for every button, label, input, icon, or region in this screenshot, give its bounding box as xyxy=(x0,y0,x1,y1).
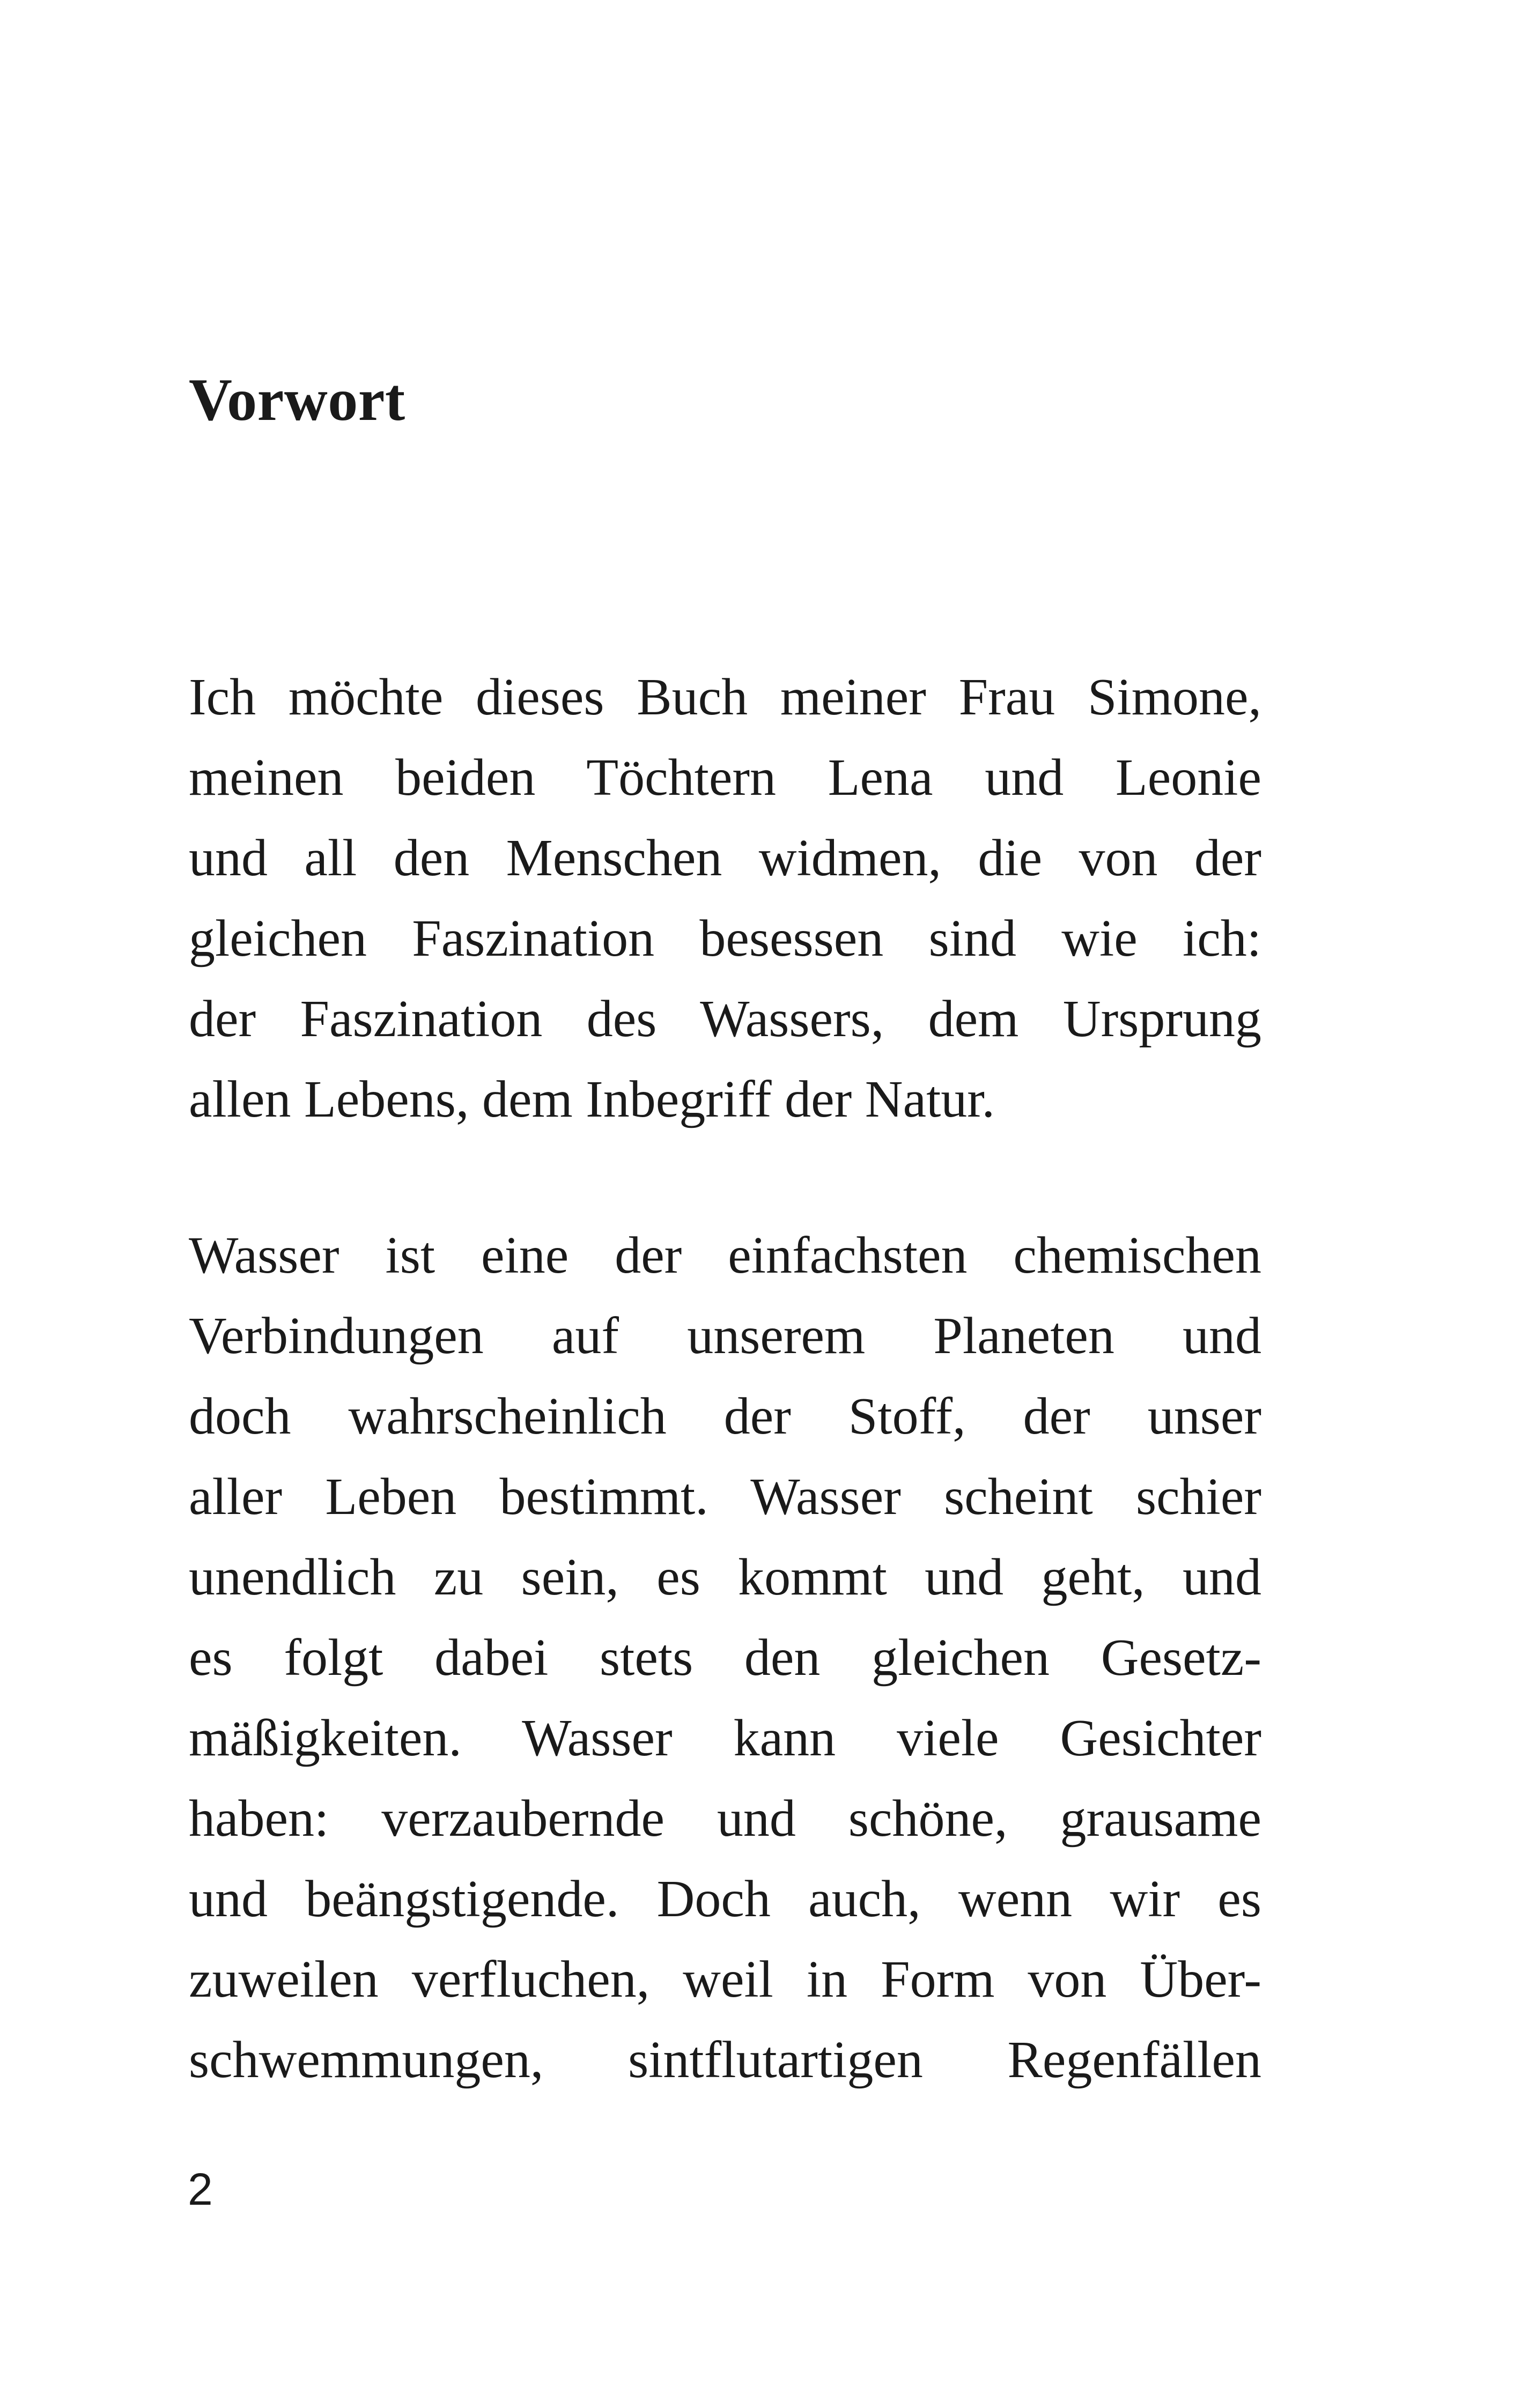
text-line: und beängstigende. Doch auch, wenn wir es xyxy=(189,1870,1261,1928)
page-number: 2 xyxy=(188,2164,213,2214)
text-line: Verbindungen auf unserem Planeten und xyxy=(189,1307,1261,1365)
text-line: aller Leben bestimmt. Wasser scheint schier xyxy=(189,1468,1261,1526)
paragraph-dedication xyxy=(189,657,1261,1140)
text-line: schwemmungen, sintflutartigen Regenfällen xyxy=(189,2031,1261,2089)
text-line: haben: verzaubernde und schöne, grausame xyxy=(189,1790,1261,1848)
text-line: doch wahrscheinlich der Stoff, der unser xyxy=(189,1387,1261,1445)
text-line: zuweilen verfluchen, weil in Form von Über- xyxy=(189,1951,1261,2008)
text-line: Wasser ist eine der einfachsten chemischen xyxy=(189,1227,1261,1284)
text-line: mäßigkeiten. Wasser kann viele Gesichter xyxy=(189,1709,1261,1767)
page-title: Vorwort xyxy=(189,367,405,433)
text-line: meinen beiden Töchtern Lena und Leonie xyxy=(189,749,1261,807)
text-line: unendlich zu sein, es kommt und geht, und xyxy=(189,1548,1261,1606)
text-line: Ich möchte dieses Buch meiner Frau Simone, xyxy=(189,668,1261,726)
text-line: der Faszination des Wassers, dem Ursprung xyxy=(189,990,1261,1048)
text-line: gleichen Faszination besessen sind wie ich: xyxy=(189,910,1261,967)
text-line: allen Lebens, dem Inbegriff der Natur. xyxy=(189,1070,995,1128)
text-line: und all den Menschen widmen, die von der xyxy=(189,829,1261,887)
paragraph-water xyxy=(189,1215,1261,2100)
text-line: es folgt dabei stets den gleichen Gesetz- xyxy=(189,1629,1261,1687)
